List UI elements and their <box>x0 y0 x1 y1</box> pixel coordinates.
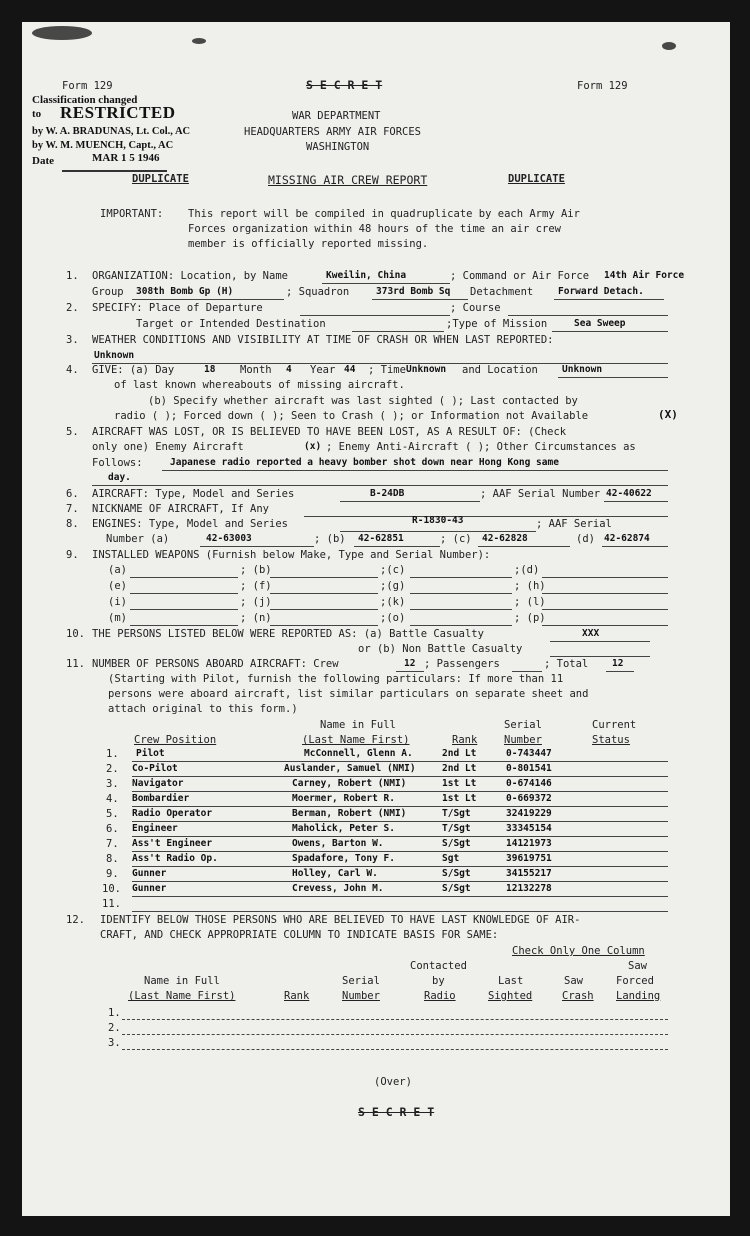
field-line <box>410 609 512 610</box>
col-last: Last <box>498 975 524 987</box>
field-line <box>130 577 238 578</box>
field-line <box>132 881 668 882</box>
weapon-slot: ;(g) <box>380 580 406 592</box>
table-cell: Owens, Barton W. <box>292 838 384 849</box>
serial-label: ; AAF Serial Number <box>480 488 601 500</box>
lost-label: AIRCRAFT WAS LOST, OR IS BELIEVED TO HAVE BEEN LOST, AS A RESULT OF: (Check <box>92 426 567 438</box>
table-cell: Moermer, Robert R. <box>292 793 395 804</box>
col-serial-sub: Number <box>342 990 380 1002</box>
table-cell: 7. <box>106 838 119 850</box>
col-contacted: Contacted <box>410 960 467 972</box>
table-cell: Holley, Carl W. <box>292 868 378 879</box>
table-cell: 1st Lt <box>442 793 477 804</box>
field-line <box>200 546 314 547</box>
col-contacted-by: by <box>432 975 445 987</box>
table-cell: 34155217 <box>506 868 552 879</box>
table-cell: Engineer <box>132 823 178 834</box>
crew-count: 12 <box>404 658 416 669</box>
month-label: Month <box>240 364 272 376</box>
over-label: (Over) <box>374 1076 412 1088</box>
field-line <box>550 641 650 642</box>
field-line <box>132 776 668 777</box>
field-line <box>340 531 536 532</box>
time-value: Unknown <box>406 364 447 375</box>
weapons-label: INSTALLED WEAPONS (Furnish below Make, Type and Serial Number): <box>92 549 491 561</box>
whereabouts-text: of last known whereabouts of missing aircraft. <box>114 379 405 391</box>
identify-row: 2. <box>108 1022 121 1034</box>
classification-changed: Classification changed <box>32 94 138 106</box>
important-line: Forces organization within 48 hours of the time an air crew <box>188 223 561 235</box>
crew-col-status-sub: Status <box>592 734 630 746</box>
field-line <box>130 609 238 610</box>
engine-number-b: 42-62851 <box>358 533 404 544</box>
col-forced: Forced <box>616 975 654 987</box>
field-line <box>558 377 668 378</box>
to-label: to <box>32 108 42 120</box>
serial-value: 42-40622 <box>606 488 652 499</box>
crew-col-status: Current <box>592 719 637 731</box>
table-cell: 2. <box>106 763 119 775</box>
item-number: 6. <box>66 488 79 500</box>
declassified-by-1: by W. A. BRADUNAS, Lt. Col., AC <box>32 126 191 137</box>
field-line <box>132 299 284 300</box>
field-line <box>552 331 668 332</box>
time-label: ; Time <box>368 364 406 376</box>
secret-stamp-top: S E C R E T <box>306 78 383 92</box>
follows-label: Follows: <box>92 457 143 469</box>
field-line <box>542 593 668 594</box>
not-available-check: (X) <box>658 408 678 421</box>
table-cell: 0-801541 <box>506 763 552 774</box>
table-cell: Radio Operator <box>132 808 213 819</box>
weapon-slot: ;(d) <box>514 564 540 576</box>
table-cell: 39619751 <box>506 853 552 864</box>
weapon-slot: (a) <box>108 564 127 576</box>
field-line <box>340 501 480 502</box>
total-label: ; Total <box>544 658 589 670</box>
engine-number-label: Number (a) <box>106 533 170 545</box>
table-cell: 2nd Lt <box>442 748 477 759</box>
aboard-label: NUMBER OF PERSONS ABOARD AIRCRAFT: Crew <box>92 658 339 670</box>
passengers-label: ; Passengers <box>424 658 500 670</box>
field-line <box>602 546 668 547</box>
table-cell: S/Sgt <box>442 838 471 849</box>
crew-col-serial-sub: Number <box>504 734 542 746</box>
identify-label-cont: CRAFT, AND CHECK APPROPRIATE COLUMN TO INDICATE BASIS FOR SAME: <box>100 929 499 941</box>
ink-smudge <box>32 26 92 40</box>
table-cell: T/Sgt <box>442 808 471 819</box>
engine-d-label: (d) <box>576 533 595 545</box>
table-cell: 0-743447 <box>506 748 552 759</box>
table-cell: Maholick, Peter S. <box>292 823 395 834</box>
battle-casualty-value: XXX <box>582 628 600 639</box>
date-underline <box>62 170 167 172</box>
date-value: MAR 1 5 1946 <box>92 152 160 164</box>
aircraft-label: AIRCRAFT: Type, Model and Series <box>92 488 295 500</box>
report-title: MISSING AIR CREW REPORT <box>268 173 428 187</box>
organization-label: ORGANIZATION: Location, by Name <box>92 270 288 282</box>
field-line <box>372 299 468 300</box>
ink-smudge <box>662 42 676 50</box>
item-number: 9. <box>66 549 79 561</box>
location-value: Unknown <box>562 364 603 375</box>
engine-number-c: 42-62828 <box>482 533 528 544</box>
day-value: 18 <box>204 364 216 375</box>
item-number: 8. <box>66 518 79 530</box>
field-line <box>132 911 668 912</box>
col-rank: Rank <box>284 990 310 1002</box>
field-line <box>132 791 668 792</box>
field-line <box>410 577 512 578</box>
table-cell: Gunner <box>132 883 167 894</box>
weapon-slot: ; (j) <box>240 596 272 608</box>
check-only-label: Check Only One Column <box>512 945 645 957</box>
table-cell: 0-674146 <box>506 778 552 789</box>
col-serial: Serial <box>342 975 380 987</box>
table-cell: 9. <box>106 868 119 880</box>
identify-row-line <box>122 1019 668 1020</box>
field-line <box>508 315 668 316</box>
table-cell: S/Sgt <box>442 883 471 894</box>
table-cell: Carney, Robert (NMI) <box>292 778 407 789</box>
table-cell: McConnell, Glenn A. <box>304 748 413 759</box>
squadron-label: ; Squadron <box>286 286 350 298</box>
item-number: 1. <box>66 270 79 282</box>
table-cell: Bombardier <box>132 793 190 804</box>
table-cell: Spadafore, Tony F. <box>292 853 395 864</box>
table-cell: 2nd Lt <box>442 763 477 774</box>
organization-location: Kweilin, China <box>326 270 407 281</box>
duplicate-left: DUPLICATE <box>132 173 189 185</box>
document-page <box>22 22 730 1216</box>
group-value: 308th Bomb Gp (H) <box>136 286 234 297</box>
weather-value: Unknown <box>94 350 135 361</box>
table-cell: 10. <box>102 883 121 895</box>
instructions-line: (Starting with Pilot, furnish the following particulars: If more than 11 <box>108 673 564 685</box>
location-label: and Location <box>462 364 538 376</box>
table-cell: 4. <box>106 793 119 805</box>
sighted-text: (b) Specify whether aircraft was last sighted ( ); Last contacted by <box>148 395 578 407</box>
squadron-value: 373rd Bomb Sq <box>376 286 451 297</box>
table-cell: Berman, Robert (NMI) <box>292 808 407 819</box>
group-label: Group <box>92 286 124 298</box>
table-cell: Ass't Engineer <box>132 838 213 849</box>
identify-row: 3. <box>108 1037 121 1049</box>
battle-casualty-label: THE PERSONS LISTED BELOW WERE REPORTED AS: (a) Battle Casualty <box>92 628 484 640</box>
engine-c-label: ; (c) <box>440 533 472 545</box>
secret-stamp-bottom: S E C R E T <box>358 1105 435 1119</box>
engine-number-a: 42-63003 <box>206 533 252 544</box>
weapon-slot: (e) <box>108 580 127 592</box>
identify-row-line <box>122 1049 668 1050</box>
col-saw-forced: Saw <box>628 960 647 972</box>
field-line <box>270 625 378 626</box>
weapon-slot: ; (l) <box>514 596 546 608</box>
total-count: 12 <box>612 658 624 669</box>
field-line <box>352 331 444 332</box>
identify-row: 1. <box>108 1007 121 1019</box>
field-line <box>270 593 378 594</box>
table-cell: Gunner <box>132 868 167 879</box>
engine-b-label: ; (b) <box>314 533 346 545</box>
crew-col-name-sub: (Last Name First) <box>302 734 410 746</box>
field-line <box>132 896 668 897</box>
field-line <box>542 577 668 578</box>
form-number-left: Form 129 <box>62 80 113 92</box>
crew-col-position: Crew Position <box>134 734 217 746</box>
item-number: 11. <box>66 658 85 670</box>
engines-label: ENGINES: Type, Model and Series <box>92 518 288 530</box>
important-label: IMPORTANT: <box>100 208 164 220</box>
field-line <box>300 315 450 316</box>
war-department: WAR DEPARTMENT <box>292 110 381 122</box>
non-battle-label: or (b) Non Battle Casualty <box>358 643 523 655</box>
command-label: ; Command or Air Force <box>450 270 590 282</box>
col-name: Name in Full <box>144 975 220 987</box>
col-radio: Radio <box>424 990 456 1002</box>
forced-down-text: radio ( ); Forced down ( ); Seen to Crash ( ); or Information not Available <box>114 410 589 422</box>
day-label: GIVE: (a) Day <box>92 364 175 376</box>
table-cell: 3. <box>106 778 119 790</box>
table-cell: Auslander, Samuel (NMI) <box>284 763 416 774</box>
weapon-slot: ; (f) <box>240 580 272 592</box>
table-cell: Ass't Radio Op. <box>132 853 218 864</box>
departure-label: SPECIFY: Place of Departure <box>92 302 263 314</box>
field-line <box>606 671 634 672</box>
col-landing: Landing <box>616 990 661 1002</box>
item-number: 4. <box>66 364 79 376</box>
table-cell: 32419229 <box>506 808 552 819</box>
item-number: 12. <box>66 914 85 926</box>
table-cell: 11. <box>102 898 121 910</box>
item-number: 10. <box>66 628 85 640</box>
field-line <box>554 299 664 300</box>
weapon-slot: ; (n) <box>240 612 272 624</box>
table-cell: 0-669372 <box>506 793 552 804</box>
date-label: Date <box>32 155 54 167</box>
table-cell: Sgt <box>442 853 460 864</box>
field-line <box>410 625 512 626</box>
table-cell: 14121973 <box>506 838 552 849</box>
col-crash: Crash <box>562 990 594 1002</box>
identify-row-line <box>122 1034 668 1035</box>
field-line <box>354 546 440 547</box>
field-line <box>270 577 378 578</box>
crew-col-name: Name in Full <box>320 719 396 731</box>
col-name-sub: (Last Name First) <box>128 990 236 1002</box>
col-saw: Saw <box>564 975 583 987</box>
field-line <box>92 485 668 486</box>
weapon-slot: (m) <box>108 612 127 624</box>
mission-value: Sea Sweep <box>574 318 626 329</box>
table-cell: 12132278 <box>506 883 552 894</box>
engine-number-d: 42-62874 <box>604 533 650 544</box>
form-number-right: Form 129 <box>577 80 628 92</box>
field-line <box>304 516 668 517</box>
course-label: ; Course <box>450 302 501 314</box>
identify-label: IDENTIFY BELOW THOSE PERSONS WHO ARE BELIEVED TO HAVE LAST KNOWLEDGE OF AIR- <box>100 914 581 926</box>
field-line <box>542 609 668 610</box>
crew-col-serial: Serial <box>504 719 542 731</box>
enemy-aircraft-check: (x) <box>304 441 322 452</box>
weapon-slot: ;(c) <box>380 564 406 576</box>
table-cell: 6. <box>106 823 119 835</box>
table-cell: Co-Pilot <box>132 763 178 774</box>
detachment-value: Forward Detach. <box>558 286 644 297</box>
field-line <box>162 470 668 471</box>
field-line <box>604 501 668 502</box>
field-line <box>132 836 668 837</box>
table-cell: Pilot <box>136 748 165 759</box>
table-cell: Navigator <box>132 778 184 789</box>
declassified-by-2: by W. M. MUENCH, Capt., AC <box>32 140 174 151</box>
table-cell: 33345154 <box>506 823 552 834</box>
instructions-line: persons were aboard aircraft, list similar particulars on separate sheet and <box>108 688 589 700</box>
crew-col-rank: Rank <box>452 734 478 746</box>
field-line <box>542 625 668 626</box>
weapon-slot: ;(o) <box>380 612 406 624</box>
field-line <box>270 609 378 610</box>
field-line <box>130 625 238 626</box>
field-line <box>132 761 668 762</box>
aaf-serial-label: ; AAF Serial <box>536 518 612 530</box>
enemy-aircraft-label: only one) Enemy Aircraft <box>92 441 244 453</box>
table-cell: 8. <box>106 853 119 865</box>
table-cell: Crevess, John M. <box>292 883 384 894</box>
field-line <box>512 671 542 672</box>
follows-text: Japanese radio reported a heavy bomber shot down near Hong Kong same <box>170 457 559 468</box>
nickname-label: NICKNAME OF AIRCRAFT, If Any <box>92 503 270 515</box>
weapon-slot: ; (b) <box>240 564 272 576</box>
field-line <box>132 821 668 822</box>
instructions-line: attach original to this form.) <box>108 703 298 715</box>
field-line <box>132 806 668 807</box>
ink-smudge <box>192 38 206 44</box>
weapon-slot: ; (h) <box>514 580 546 592</box>
weapon-slot: ; (p) <box>514 612 546 624</box>
weapon-slot: (i) <box>108 596 127 608</box>
table-cell: 1. <box>106 748 119 760</box>
table-cell: T/Sgt <box>442 823 471 834</box>
field-line <box>132 866 668 867</box>
col-sighted: Sighted <box>488 990 533 1002</box>
important-line: This report will be compiled in quadruplicate by each Army Air <box>188 208 580 220</box>
engines-value: R-1830-43 <box>412 515 464 526</box>
important-line: member is officially reported missing. <box>188 238 429 250</box>
detachment-label: Detachment <box>470 286 534 298</box>
item-number: 7. <box>66 503 79 515</box>
field-line <box>410 593 512 594</box>
mission-label: ;Type of Mission <box>446 318 548 330</box>
table-cell: S/Sgt <box>442 868 471 879</box>
item-number: 3. <box>66 334 79 346</box>
weapon-slot: ;(k) <box>380 596 406 608</box>
duplicate-right: DUPLICATE <box>508 173 565 185</box>
washington: WASHINGTON <box>306 141 370 153</box>
field-line <box>132 851 668 852</box>
item-number: 2. <box>66 302 79 314</box>
follows-text-cont: day. <box>108 472 131 483</box>
field-line <box>478 546 570 547</box>
weather-label: WEATHER CONDITIONS AND VISIBILITY AT TIME OF CRASH OR WHEN LAST REPORTED: <box>92 334 554 346</box>
restricted-stamp: RESTRICTED <box>60 103 176 122</box>
table-cell: 1st Lt <box>442 778 477 789</box>
field-line <box>130 593 238 594</box>
aircraft-value: B-24DB <box>370 488 405 499</box>
field-line <box>322 283 450 284</box>
item-number: 5. <box>66 426 79 438</box>
hq-army-air-forces: HEADQUARTERS ARMY AIR FORCES <box>244 126 422 138</box>
target-label: Target or Intended Destination <box>136 318 326 330</box>
field-line <box>396 671 424 672</box>
year-value: 44 <box>344 364 356 375</box>
table-cell: 5. <box>106 808 119 820</box>
field-line <box>550 656 650 657</box>
month-value: 4 <box>286 364 292 375</box>
year-label: Year <box>310 364 336 376</box>
other-circumstances-label: ; Enemy Anti-Aircraft ( ); Other Circumstances as <box>326 441 636 453</box>
command-value: 14th Air Force <box>604 270 685 281</box>
